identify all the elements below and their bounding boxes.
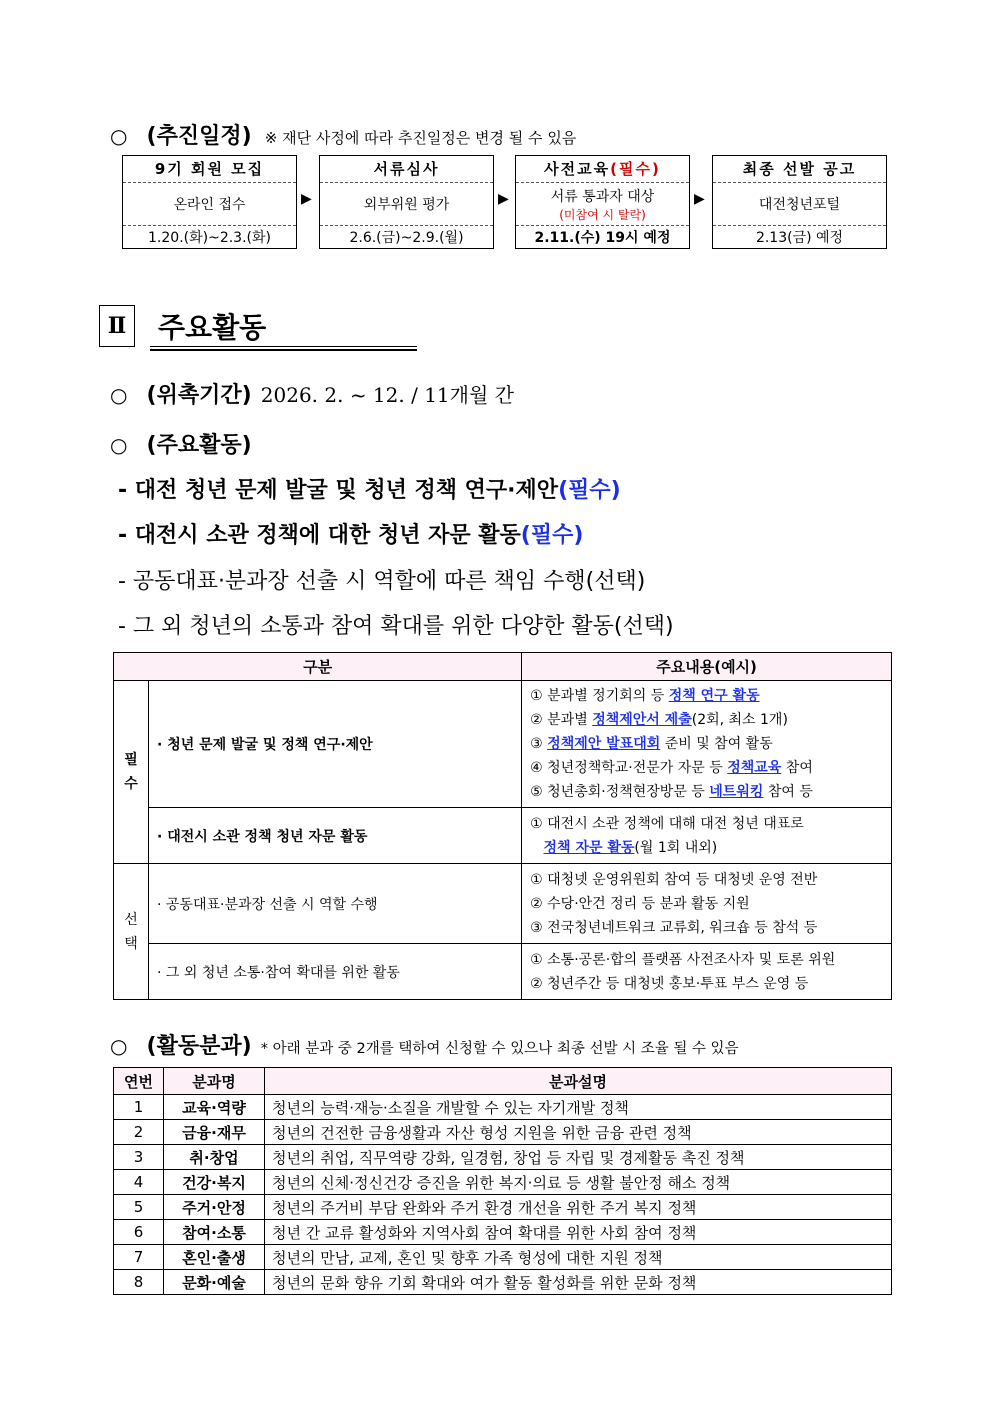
- step-title: [516, 156, 689, 183]
- step-main: 서류 통과자 대상: [550, 188, 655, 205]
- content-line: ① 대전시 소관 정책에 대해 대전 청년 대표로: [530, 815, 804, 832]
- committees-heading: (활동분과): [146, 1034, 252, 1059]
- title-underline: [150, 349, 417, 351]
- table-content: [522, 864, 892, 944]
- table-row: 7 혼인·출생 청년의 만남, 교제, 혼인 및 향후 가족 형성에 대한 지원 정책: [114, 1245, 892, 1270]
- activity-text: - 공동대표·분과장 선출 시 역할에 따른 책임 수행(선택): [118, 569, 646, 594]
- step-main: 외부위원 평가: [363, 197, 450, 213]
- arrow-right-icon: ▶: [694, 191, 705, 207]
- step-date: 1.20.(화)~2.3.(화): [148, 230, 271, 246]
- activity-tag: (필수): [520, 523, 584, 548]
- activity-item: [118, 518, 583, 549]
- content-line: ③ 전국청년네트워크 교류회, 워크숍 등 참석 등: [530, 919, 818, 936]
- activity-text: - 그 외 청년의 소통과 참여 확대를 위한 다양한 활동(선택): [118, 614, 674, 639]
- table-content: [522, 808, 892, 864]
- step-date: 2.13(금) 예정: [755, 230, 844, 246]
- category-required: 필 수: [114, 681, 149, 864]
- step-title: 최종 선발 공고: [713, 156, 886, 183]
- schedule-step: [515, 155, 690, 249]
- bullet-icon: ○: [110, 383, 128, 407]
- content-line: ① 분과별 정기회의 등 정책 연구 활동: [530, 688, 760, 704]
- arrow-right-icon: ▶: [498, 191, 509, 207]
- bullet-icon: ○: [110, 124, 128, 148]
- term-line: [110, 378, 514, 409]
- title-underline: [150, 346, 417, 347]
- activity-tag: (필수): [558, 478, 621, 503]
- activity-text: - 대전시 소관 정책에 대한 청년 자문 활동: [118, 523, 521, 548]
- table-content: [522, 681, 892, 808]
- activities-table: [113, 652, 892, 1000]
- table-header: 주요내용(예시): [522, 653, 892, 681]
- activity-text: - 대전 청년 문제 발굴 및 청년 정책 연구·제안: [118, 478, 559, 503]
- content-line: ③ 정책제안 발표대회 준비 및 참여 활동: [530, 736, 773, 752]
- schedule-step: [122, 155, 297, 249]
- step-date: 2.11.(수) 19시 예정: [534, 230, 671, 246]
- step-title-text: 사전교육: [544, 160, 611, 178]
- step-title: 9기 회원 모집: [123, 156, 296, 183]
- content-line: ① 대청넷 운영위원회 참여 등 대청넷 운영 전반: [530, 871, 818, 888]
- table-item: · 그 외 청년 소통·참여 확대를 위한 활동: [149, 944, 522, 1000]
- table-header: 분과명: [164, 1068, 265, 1095]
- committees-heading-line: [110, 1029, 739, 1060]
- table-item: · 대전시 소관 정책 청년 자문 활동: [149, 808, 522, 864]
- activity-item: [118, 564, 645, 595]
- table-row: 6 참여·소통 청년 간 교류 활성화와 지역사회 참여 확대를 위한 사회 참여 정책: [114, 1220, 892, 1245]
- table-content: [522, 944, 892, 1000]
- table-row: 8 문화·예술 청년의 문화 향유 기회 확대와 여가 활동 활성화를 위한 문화 정책: [114, 1270, 892, 1295]
- table-row: 5 주거·안정 청년의 주거비 부담 완화와 주거 환경 개선을 위한 주거 복지 정책: [114, 1195, 892, 1220]
- table-row: 4 건강·복지 청년의 신체·정신건강 증진을 위한 복지·의료 등 생활 불안정 해소 정책: [114, 1170, 892, 1195]
- schedule-heading-line: [110, 119, 576, 150]
- step-title-required: (필수): [610, 160, 661, 178]
- content-line: 정책 자문 활동(월 1회 내외): [543, 839, 718, 856]
- table-header: 연번: [114, 1068, 164, 1095]
- step-date: 2.6.(금)~2.9.(월): [349, 230, 464, 246]
- content-line: ② 수당·안건 정리 등 분과 활동 지원: [530, 895, 750, 912]
- content-line: ① 소통·공론·합의 플랫폼 사전조사자 및 토론 위원: [530, 951, 836, 968]
- bullet-icon: ○: [110, 1034, 128, 1058]
- category-optional: 선 택: [114, 864, 149, 1000]
- committees-table: [113, 1067, 892, 1295]
- activities-heading: (주요활동): [146, 433, 252, 458]
- committees-note: * 아래 분과 중 2개를 택하여 신청할 수 있으나 최종 선발 시 조율 될 수 있음: [260, 1041, 739, 1057]
- activity-item: [118, 609, 674, 640]
- activity-item: [118, 473, 621, 504]
- activities-heading-line: [110, 428, 252, 459]
- table-header: 분과설명: [265, 1068, 892, 1095]
- content-line: ④ 청년정책학교·전문가 자문 등 정책교육 참여: [530, 760, 813, 776]
- section-numeral: Ⅱ: [99, 305, 135, 347]
- schedule-step: [712, 155, 887, 249]
- step-sub: (미참여 시 탈락): [559, 207, 646, 222]
- table-item: · 공동대표·분과장 선출 시 역할 수행: [149, 864, 522, 944]
- term-heading: (위촉기간): [146, 383, 252, 408]
- bullet-icon: ○: [110, 433, 128, 457]
- schedule-note: ※ 재단 사정에 따라 추진일정은 변경 될 수 있음: [264, 129, 577, 147]
- content-line: ② 청년주간 등 대청넷 홍보·투표 부스 운영 등: [530, 975, 809, 992]
- term-text: 2026. 2. ~ 12. / 11개월 간: [260, 383, 514, 407]
- table-item: · 청년 문제 발굴 및 정책 연구·제안: [149, 681, 522, 808]
- content-line: ⑤ 청년총회·정책현장방문 등 네트워킹 참여 등: [530, 784, 813, 800]
- table-header: 구분: [114, 653, 522, 681]
- step-title: 서류심사: [320, 156, 493, 183]
- step-main: 대전청년포털: [758, 197, 841, 213]
- table-row: 3 취·창업 청년의 취업, 직무역량 강화, 일경험, 창업 등 자립 및 경제활동 촉진 정책: [114, 1145, 892, 1170]
- schedule-step: [319, 155, 494, 249]
- arrow-right-icon: ▶: [301, 191, 312, 207]
- table-row: 1 교육·역량 청년의 능력·재능·소질을 개발할 수 있는 자기개발 정책: [114, 1095, 892, 1120]
- section-title: 주요활동: [158, 311, 267, 344]
- content-line: ② 분과별 정책제안서 제출(2회, 최소 1개): [530, 712, 788, 728]
- table-row: 2 금융·재무 청년의 건전한 금융생활과 자산 형성 지원을 위한 금융 관련 정책: [114, 1120, 892, 1145]
- step-main: 온라인 접수: [173, 197, 246, 213]
- schedule-heading: (추진일정): [146, 124, 252, 149]
